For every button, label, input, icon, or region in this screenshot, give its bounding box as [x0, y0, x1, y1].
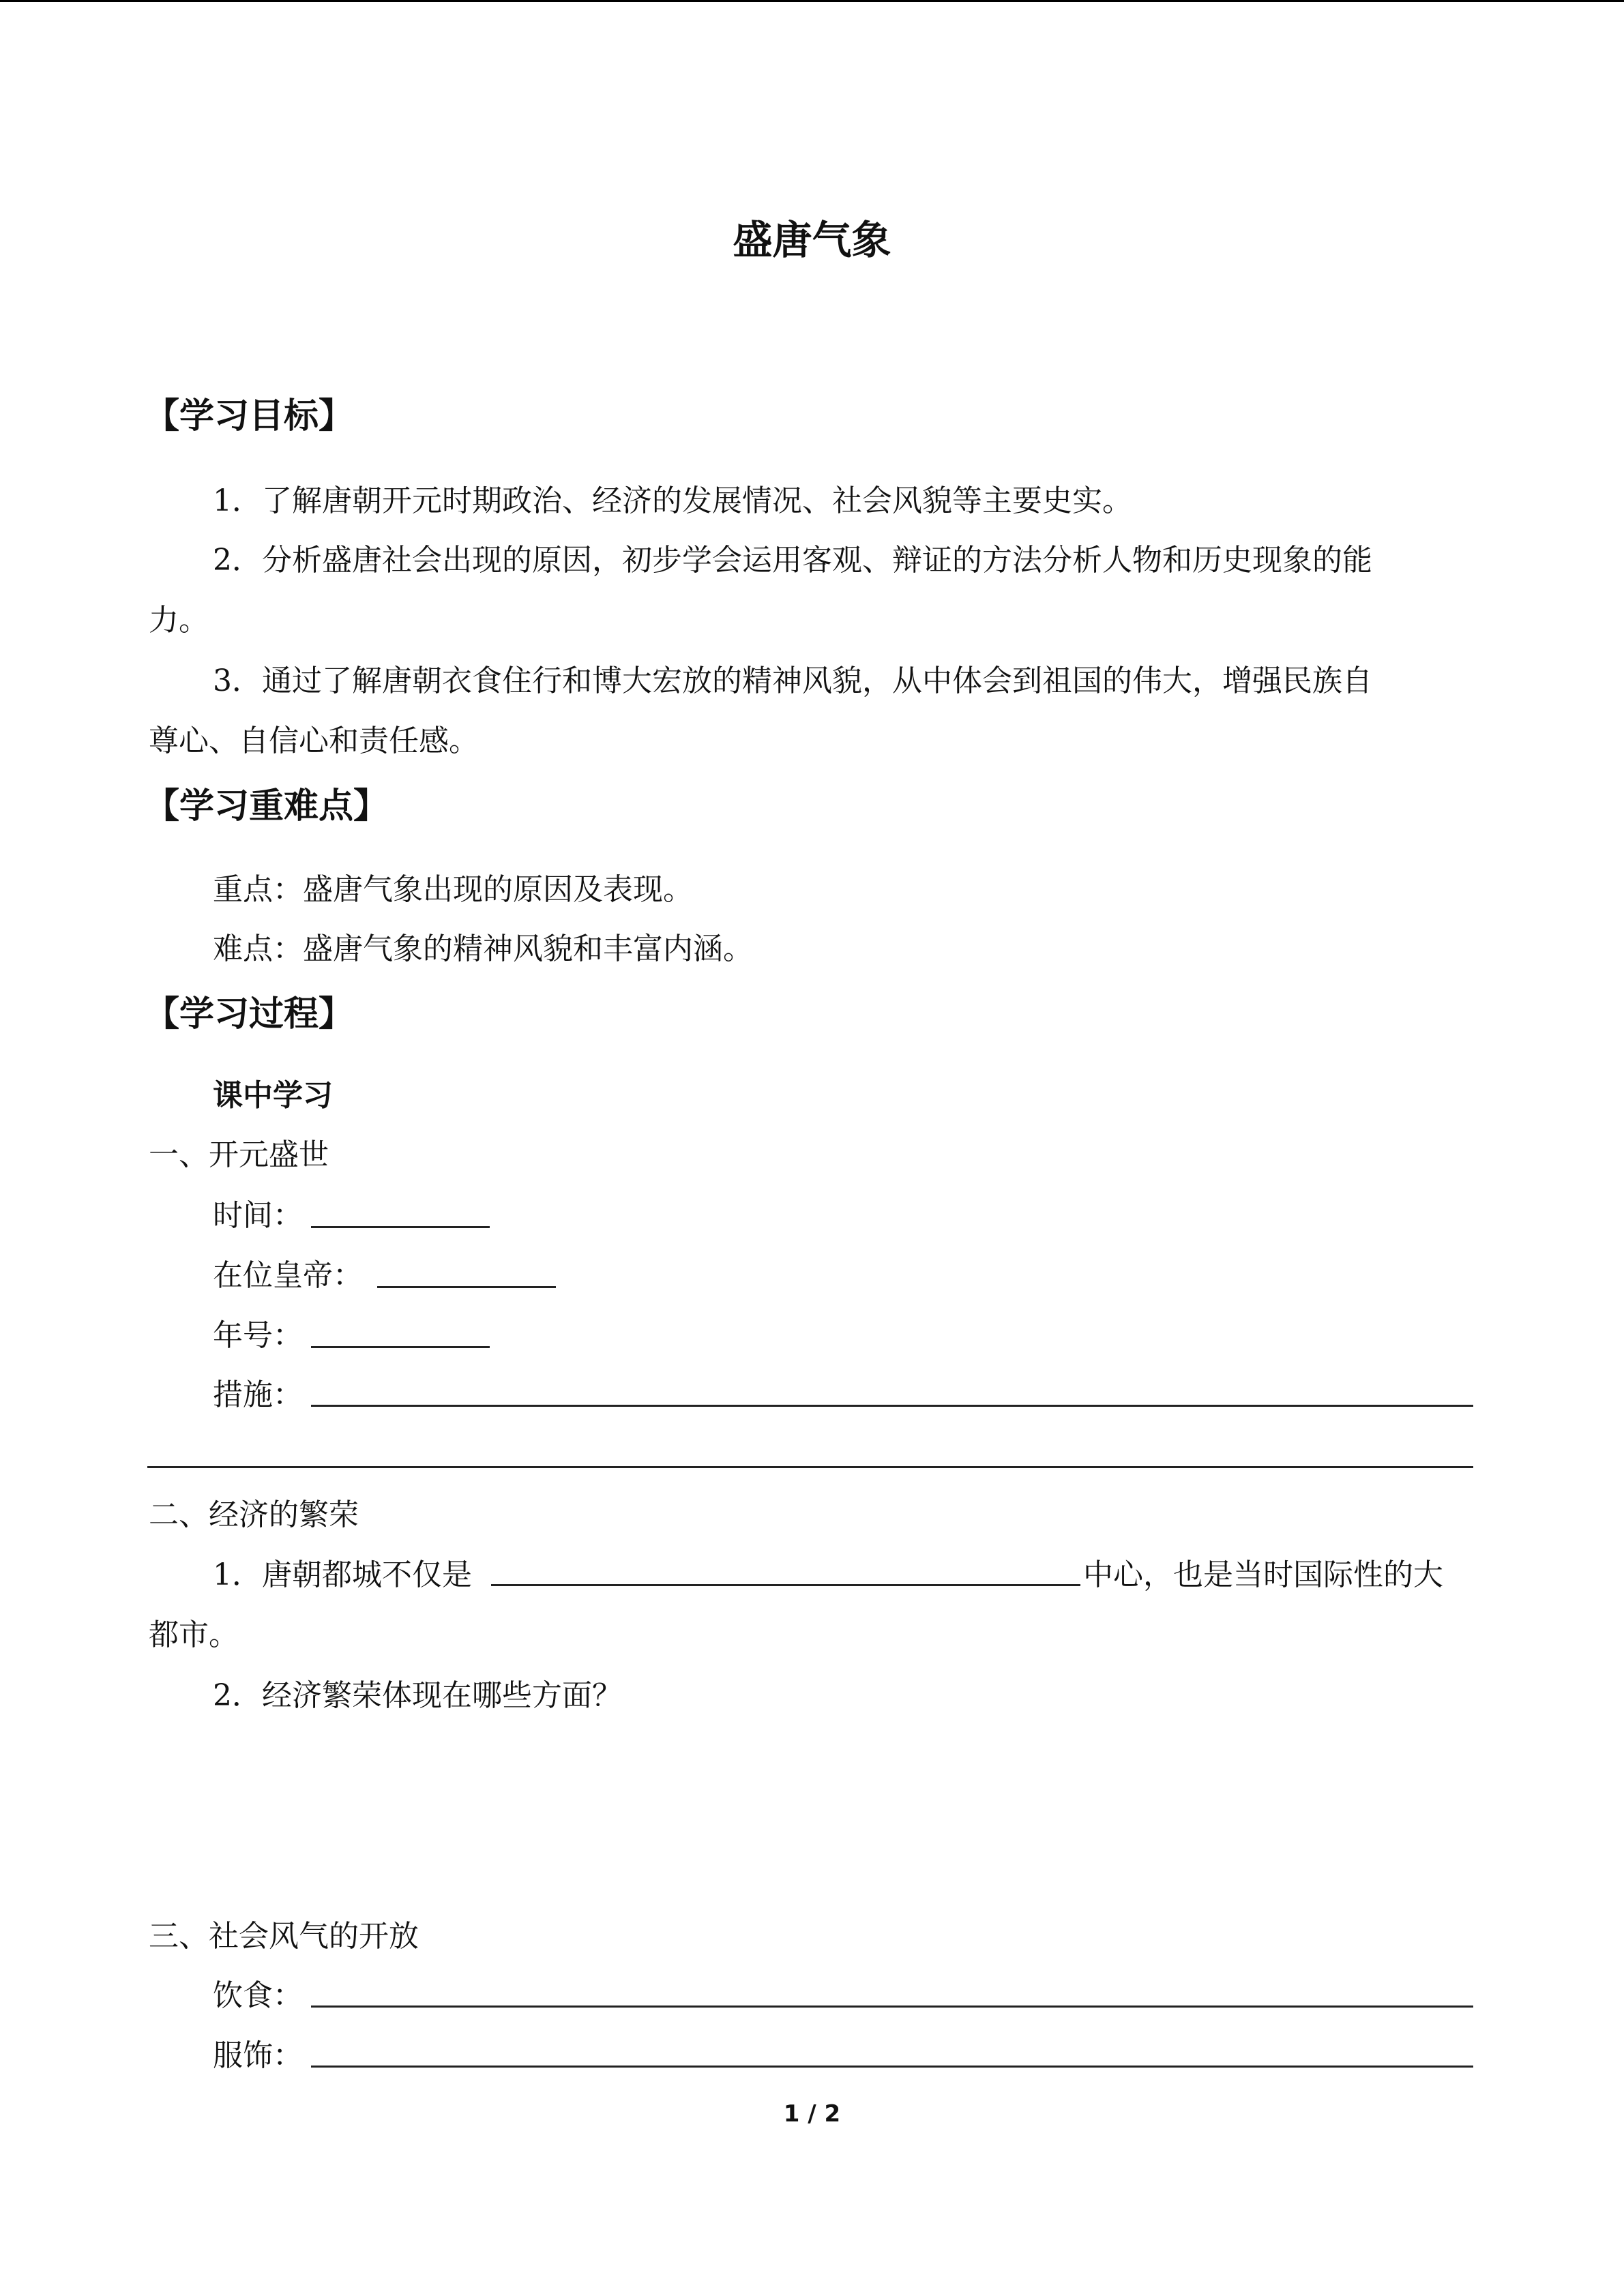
goal-item-1: 1．了解唐朝开元时期政治、经济的发展情况、社会风貌等主要史实。 — [213, 483, 1132, 518]
key-points-heading: 【学习重难点】 — [145, 786, 389, 826]
goal-item-2-cont: 力。 — [149, 603, 209, 638]
part2-heading: 二、经济的繁荣 — [149, 1497, 359, 1532]
goals-heading: 【学习目标】 — [145, 396, 354, 436]
page-title: 盛唐气象 — [733, 217, 891, 263]
era-label: 年号： — [213, 1318, 303, 1353]
clothing-blank[interactable] — [311, 2066, 1473, 2068]
difficulty-text: 难点：盛唐气象的精神风貌和丰富内涵。 — [213, 931, 753, 966]
q1-suffix: 中心，也是当时国际性的大 — [1083, 1557, 1443, 1592]
clothing-label: 服饰： — [213, 2038, 303, 2073]
measures-blank-2[interactable] — [147, 1466, 1473, 1468]
focus-text: 重点：盛唐气象出现的原因及表现。 — [213, 872, 693, 907]
measures-blank-1[interactable] — [311, 1405, 1473, 1407]
goal-item-2: 2．分析盛唐社会出现的原因，初步学会运用客观、辩证的方法分析人物和历史现象的能 — [213, 543, 1372, 578]
q1-prefix: 1．唐朝都城不仅是 — [213, 1557, 472, 1592]
emperor-label: 在位皇帝： — [213, 1258, 363, 1293]
top-border — [0, 0, 1624, 2]
emperor-blank[interactable] — [377, 1286, 556, 1288]
food-blank[interactable] — [311, 2006, 1473, 2008]
time-label: 时间： — [213, 1198, 303, 1233]
process-subheading: 课中学习 — [213, 1078, 333, 1113]
goal-item-3: 3．通过了解唐朝衣食住行和博大宏放的精神风貌，从中体会到祖国的伟大，增强民族自 — [213, 664, 1372, 698]
process-heading: 【学习过程】 — [145, 994, 354, 1034]
food-label: 饮食： — [213, 1978, 303, 2013]
era-blank[interactable] — [311, 1346, 490, 1348]
goal-item-3-cont: 尊心、自信心和责任感。 — [149, 724, 479, 758]
q1-cont: 都市。 — [149, 1617, 239, 1652]
part1-heading: 一、开元盛世 — [149, 1137, 329, 1172]
part3-heading: 三、社会风气的开放 — [149, 1919, 419, 1954]
time-blank[interactable] — [311, 1226, 490, 1228]
page-number: 1 / 2 — [783, 2100, 841, 2128]
q2-text: 2．经济繁荣体现在哪些方面？ — [213, 1678, 622, 1713]
measures-label: 措施： — [213, 1377, 303, 1412]
capital-blank[interactable] — [491, 1584, 1080, 1586]
